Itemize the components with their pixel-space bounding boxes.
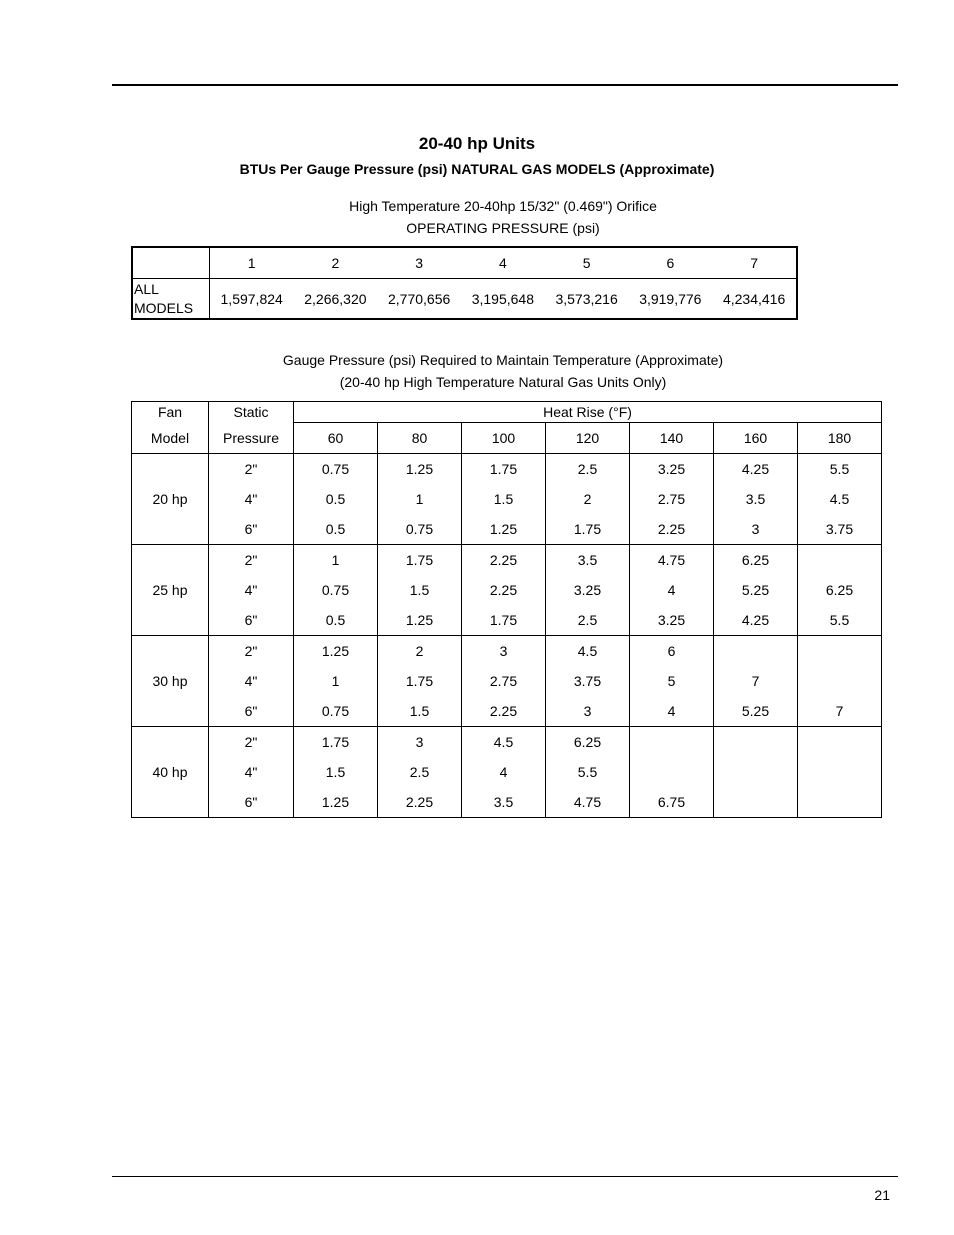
btu-value-cell: 2,770,656 <box>387 290 451 307</box>
gauge-value-cell <box>714 757 798 787</box>
gauge-value-cell <box>798 727 882 758</box>
btu-table <box>131 246 798 320</box>
table-row <box>132 696 882 727</box>
btu-header-row <box>132 247 797 279</box>
temp-header: 140 <box>630 423 714 454</box>
gauge-value-cell: 3.25 <box>546 575 630 605</box>
gauge-value-cell: 0.5 <box>294 484 378 514</box>
gauge-value-cell: 5.5 <box>798 605 882 636</box>
gauge-value-cell: 0.75 <box>294 575 378 605</box>
btu-value-cell: 1,597,824 <box>220 290 283 307</box>
gauge-value-cell <box>630 757 714 787</box>
table-row <box>132 666 882 696</box>
btu-row-label-line1: ALL <box>134 280 159 297</box>
gauge-value-cell: 2.25 <box>462 575 546 605</box>
gauge-value-cell: 3.5 <box>714 484 798 514</box>
gauge-value-cell: 7 <box>714 666 798 696</box>
static-pressure-cell: 2" <box>209 636 294 667</box>
gauge-value-cell: 4.5 <box>462 727 546 758</box>
btu-pressure-header: 7 <box>712 247 797 279</box>
gauge-value-cell: 1 <box>294 666 378 696</box>
temp-header: 120 <box>546 423 630 454</box>
static-pressure-cell: 6" <box>209 605 294 636</box>
page-number: 21 <box>874 1187 890 1203</box>
gauge-value-cell: 1.25 <box>378 605 462 636</box>
gauge-value-cell: 4 <box>630 575 714 605</box>
gauge-value-cell <box>798 666 882 696</box>
gauge-value-cell: 3 <box>378 727 462 758</box>
btu-pressure-header: 1 <box>209 247 293 279</box>
table-row <box>132 575 882 605</box>
gauge-value-cell: 1 <box>378 484 462 514</box>
static-pressure-cell: 6" <box>209 696 294 727</box>
gauge-value-cell: 0.5 <box>294 514 378 545</box>
gauge-table-caption-1: Gauge Pressure (psi) Required to Maintain Temperature (Approximate) <box>282 352 724 368</box>
temp-header: 180 <box>798 423 882 454</box>
gauge-value-cell: 2.5 <box>546 605 630 636</box>
gauge-value-cell: 2.5 <box>378 757 462 787</box>
btu-value-cell: 3,195,648 <box>471 290 535 307</box>
btu-header-corner <box>132 247 209 279</box>
gauge-value-cell: 1.75 <box>546 514 630 545</box>
gauge-value-cell: 4 <box>630 696 714 727</box>
gauge-value-cell: 1.75 <box>378 545 462 576</box>
gauge-value-cell: 0.75 <box>294 696 378 727</box>
gauge-value-cell <box>798 545 882 576</box>
gauge-value-cell: 2.25 <box>630 514 714 545</box>
gauge-value-cell: 5.25 <box>714 696 798 727</box>
gauge-value-cell <box>798 757 882 787</box>
gauge-value-cell: 4 <box>462 757 546 787</box>
gauge-value-cell: 5.5 <box>546 757 630 787</box>
static-pressure-cell: 2" <box>209 454 294 485</box>
gauge-value-cell: 1.25 <box>462 514 546 545</box>
gauge-value-cell: 0.75 <box>378 514 462 545</box>
gauge-value-cell: 4.75 <box>546 787 630 818</box>
temp-header: 100 <box>462 423 546 454</box>
gauge-value-cell: 6.75 <box>630 787 714 818</box>
btu-value-cell: 3,919,776 <box>639 290 702 307</box>
gauge-value-cell: 3 <box>714 514 798 545</box>
temp-header: 60 <box>294 423 378 454</box>
gauge-value-cell: 0.75 <box>294 454 378 485</box>
gauge-header-row-1 <box>132 402 882 423</box>
btu-pressure-header: 2 <box>294 247 378 279</box>
btu-pressure-header: 3 <box>377 247 461 279</box>
gauge-value-cell: 7 <box>798 696 882 727</box>
btu-table-caption-1: High Temperature 20-40hp 15/32" (0.469") Orifice <box>349 198 657 214</box>
gauge-value-cell: 1.25 <box>294 636 378 667</box>
gauge-value-cell: 5 <box>630 666 714 696</box>
gauge-value-cell: 1.75 <box>294 727 378 758</box>
top-rule <box>112 84 898 86</box>
static-pressure-cell: 2" <box>209 545 294 576</box>
fan-model-cell: 30 hp <box>132 636 209 727</box>
table-row <box>132 787 882 818</box>
page-subtitle: BTUs Per Gauge Pressure (psi) NATURAL GAS MODELS (Approximate) <box>239 161 715 177</box>
gauge-value-cell: 4.5 <box>798 484 882 514</box>
gauge-value-cell <box>714 787 798 818</box>
gauge-value-cell: 3 <box>462 636 546 667</box>
gauge-table-body <box>132 454 882 818</box>
table-row <box>132 454 882 485</box>
gauge-value-cell: 4.5 <box>546 636 630 667</box>
gauge-value-cell: 2 <box>378 636 462 667</box>
gauge-value-cell <box>798 636 882 667</box>
gauge-value-cell: 1.25 <box>378 454 462 485</box>
gauge-value-cell: 5.25 <box>714 575 798 605</box>
btu-pressure-header: 4 <box>461 247 545 279</box>
btu-table-caption-2: OPERATING PRESSURE (psi) <box>406 220 600 236</box>
gauge-value-cell: 1.5 <box>378 696 462 727</box>
static-pressure-cell: 6" <box>209 514 294 545</box>
fan-model-header-line1: Fan <box>132 402 209 423</box>
btu-pressure-header: 6 <box>628 247 712 279</box>
fan-model-cell: 40 hp <box>132 727 209 818</box>
gauge-value-cell: 1.75 <box>462 454 546 485</box>
gauge-value-cell: 2 <box>546 484 630 514</box>
gauge-value-cell: 4.25 <box>714 605 798 636</box>
gauge-value-cell: 3.75 <box>798 514 882 545</box>
gauge-header-row-2 <box>132 423 882 454</box>
gauge-value-cell: 3.75 <box>546 666 630 696</box>
gauge-value-cell <box>714 636 798 667</box>
table-row <box>132 727 882 758</box>
gauge-value-cell: 1 <box>294 545 378 576</box>
fan-model-cell: 20 hp <box>132 454 209 545</box>
gauge-value-cell: 3.25 <box>630 454 714 485</box>
gauge-value-cell: 1.75 <box>378 666 462 696</box>
static-pressure-header-line2: Pressure <box>209 423 294 454</box>
gauge-value-cell: 2.5 <box>546 454 630 485</box>
bottom-rule <box>112 1176 898 1177</box>
static-pressure-cell: 2" <box>209 727 294 758</box>
gauge-value-cell: 4.75 <box>630 545 714 576</box>
gauge-value-cell: 3.5 <box>546 545 630 576</box>
gauge-value-cell: 2.25 <box>462 545 546 576</box>
btu-value-cell: 4,234,416 <box>722 290 786 307</box>
gauge-table-caption-2: (20-40 hp High Temperature Natural Gas Units Only) <box>339 374 667 390</box>
gauge-value-cell <box>798 787 882 818</box>
gauge-value-cell: 3 <box>546 696 630 727</box>
btu-row-label-line2: MODELS <box>134 299 194 316</box>
static-pressure-cell: 4" <box>209 575 294 605</box>
gauge-value-cell: 0.5 <box>294 605 378 636</box>
table-row <box>132 605 882 636</box>
temp-header: 160 <box>714 423 798 454</box>
static-pressure-cell: 4" <box>209 757 294 787</box>
gauge-value-cell: 5.5 <box>798 454 882 485</box>
gauge-value-cell: 1.5 <box>462 484 546 514</box>
gauge-value-cell: 2.75 <box>630 484 714 514</box>
table-row <box>132 545 882 576</box>
gauge-value-cell: 6.25 <box>798 575 882 605</box>
table-row <box>132 514 882 545</box>
gauge-value-cell: 1.75 <box>462 605 546 636</box>
btu-values-row <box>132 279 797 320</box>
gauge-value-cell: 4.25 <box>714 454 798 485</box>
static-pressure-cell: 4" <box>209 666 294 696</box>
gauge-value-cell: 1.25 <box>294 787 378 818</box>
btu-value-cell: 3,573,216 <box>555 290 618 307</box>
btu-value-cell: 2,266,320 <box>304 290 367 307</box>
static-pressure-header-line1: Static <box>209 402 294 423</box>
static-pressure-cell: 4" <box>209 484 294 514</box>
gauge-value-cell: 1.5 <box>378 575 462 605</box>
btu-pressure-header: 5 <box>545 247 629 279</box>
gauge-value-cell: 1.5 <box>294 757 378 787</box>
gauge-value-cell: 6 <box>630 636 714 667</box>
gauge-value-cell <box>714 727 798 758</box>
table-row <box>132 757 882 787</box>
page-title: 20-40 hp Units <box>418 134 536 153</box>
gauge-value-cell: 2.25 <box>462 696 546 727</box>
heat-rise-header: Heat Rise (°F) <box>294 402 882 423</box>
gauge-value-cell: 3.5 <box>462 787 546 818</box>
gauge-value-cell: 2.25 <box>378 787 462 818</box>
temp-header: 80 <box>378 423 462 454</box>
fan-model-header-line2: Model <box>132 423 209 454</box>
gauge-value-cell <box>630 727 714 758</box>
gauge-value-cell: 6.25 <box>546 727 630 758</box>
table-row <box>132 484 882 514</box>
gauge-value-cell: 6.25 <box>714 545 798 576</box>
fan-model-cell: 25 hp <box>132 545 209 636</box>
gauge-pressure-table <box>131 401 882 818</box>
btu-row-label <box>132 279 209 320</box>
gauge-value-cell: 2.75 <box>462 666 546 696</box>
gauge-value-cell: 3.25 <box>630 605 714 636</box>
table-row <box>132 636 882 667</box>
static-pressure-cell: 6" <box>209 787 294 818</box>
